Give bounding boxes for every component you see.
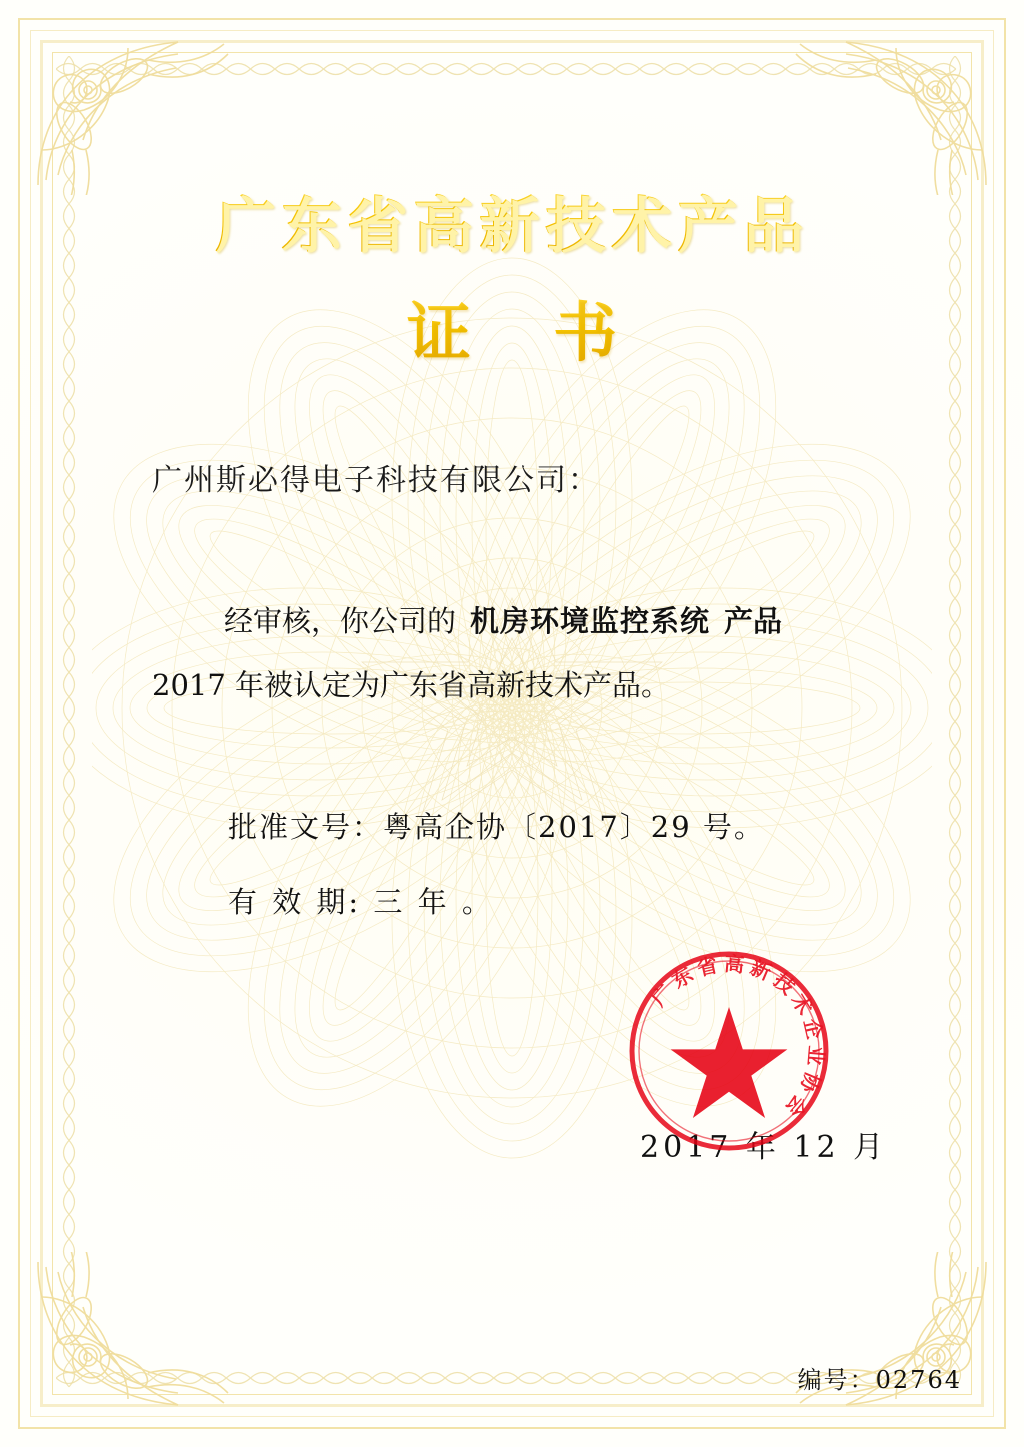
body-line1-suffix: 产品 [724,604,783,638]
svg-text:广东省高新技术企业协会: 广东省高新技术企业协会 [646,951,829,1126]
validity-period: 有 效 期: 三 年 。 [228,885,494,919]
body-paragraph-line-2: 2017 年被认定为广东省高新技术产品。 [152,668,671,702]
official-red-seal-stamp [623,945,835,1157]
product-name: 机房环境监控系统 [470,604,711,638]
serial-number [798,1360,962,1395]
certificate-title-sub: 证 书 [0,282,1024,374]
issue-date: 2017 年 12 月 [640,1130,888,1165]
body-paragraph-line-1 [152,600,884,644]
serial-label: 编号： [797,1366,876,1394]
recipient-company-name: 广州斯必得电子科技有限公司： [152,463,600,498]
serial-value: 02764 [875,1366,962,1394]
body-line1-prefix: 经审核，你公司的 [224,604,457,638]
certificate-title-main: 广东省高新技术产品 [0,178,1024,264]
approval-number: 批准文号：粤高企协〔2017〕29 号。 [228,810,765,844]
